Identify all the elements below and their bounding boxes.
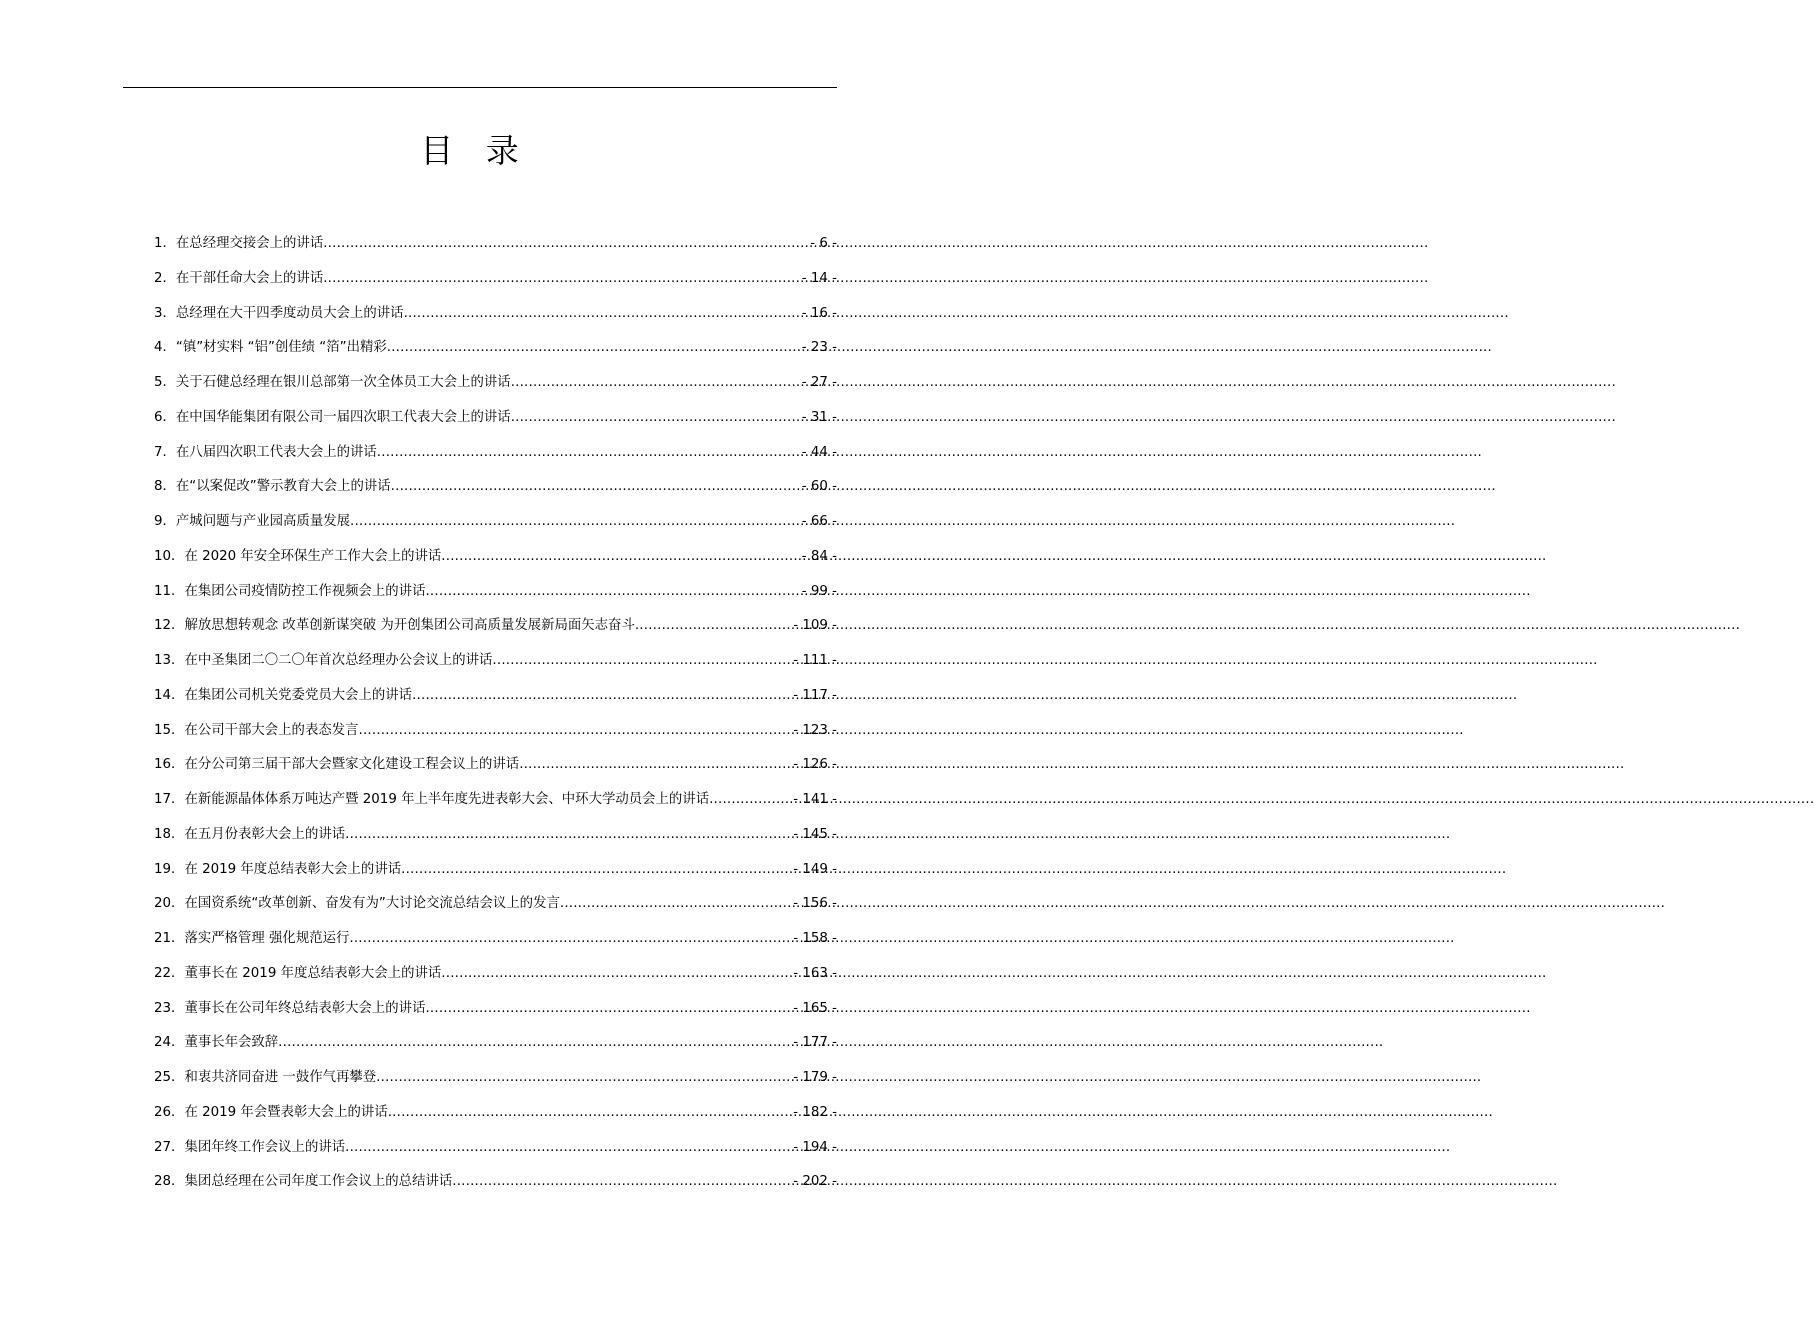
toc-entry-number: 16． <box>154 757 185 773</box>
toc-entry-title[interactable]: 在中圣集团二〇二〇年首次总经理办公会议上的讲话 <box>184 653 493 668</box>
toc-entry-page[interactable]: - 182 - <box>793 1104 837 1120</box>
toc-entry-title[interactable]: 在国资系统“改革创新、奋发有为”大讨论交流总结会议上的发言 <box>184 896 560 912</box>
toc-entry-page[interactable]: - 84 - <box>801 548 837 564</box>
toc-entry-title[interactable]: 在公司干部大会上的表态发言 <box>184 722 359 738</box>
toc-entry-number: 12． <box>154 618 185 634</box>
toc-entry[interactable] <box>154 546 837 581</box>
page-title: 目 录 <box>420 131 530 170</box>
toc-entry-title[interactable]: 在分公司第三届干部大会暨家文化建设工程会议上的讲话 <box>184 757 520 773</box>
toc-dot-leader <box>323 268 802 290</box>
toc-dot-leader <box>391 476 802 498</box>
toc-dot-leader <box>401 859 793 881</box>
toc-entry-page[interactable]: - 66 - <box>801 514 837 529</box>
toc-entry[interactable] <box>154 650 837 685</box>
toc-entry[interactable] <box>154 754 837 789</box>
toc-entry-title[interactable]: 落实严格管理 强化规范运行 <box>184 931 350 946</box>
toc-entry-page[interactable]: - 202 - <box>793 1174 837 1190</box>
toc-entry-page[interactable]: - 141 - <box>793 792 837 807</box>
table-of-contents <box>154 233 837 1206</box>
toc-entry-number: 9． <box>154 514 176 529</box>
toc-entry-number: 19． <box>154 861 185 877</box>
toc-entry-number: 1． <box>154 236 176 251</box>
toc-entry[interactable] <box>154 303 837 338</box>
toc-entry-page[interactable]: - 6 - <box>810 236 837 251</box>
toc-dot-leader <box>377 442 802 464</box>
toc-entry-title[interactable]: 董事长年会致辞 <box>184 1035 279 1051</box>
toc-entry[interactable] <box>154 407 837 442</box>
toc-entry-number: 18． <box>154 826 185 842</box>
toc-dot-leader <box>376 1067 793 1089</box>
toc-entry-title[interactable]: 在“以案促改”警示教育大会上的讲话 <box>175 479 391 495</box>
toc-entry-title[interactable]: 在八届四次职工代表大会上的讲话 <box>175 444 377 460</box>
toc-dot-leader <box>492 650 793 672</box>
toc-entry[interactable] <box>154 1171 837 1206</box>
toc-entry-title[interactable]: 在 2019 年度总结表彰大会上的讲话 <box>184 861 402 877</box>
toc-entry[interactable] <box>154 998 837 1033</box>
toc-entry-number: 25． <box>154 1070 185 1085</box>
toc-dot-leader <box>323 233 810 255</box>
toc-entry-title[interactable]: 董事长在 2019 年度总结表彰大会上的讲话 <box>184 965 442 981</box>
toc-entry-page[interactable]: - 99 - <box>801 583 837 599</box>
toc-entry-number: 13． <box>154 653 185 668</box>
toc-entry-number: 20． <box>154 896 185 912</box>
toc-entry-number: 26． <box>154 1104 185 1120</box>
toc-entry-title[interactable]: 在干部任命大会上的讲话 <box>175 270 324 286</box>
toc-entry-page[interactable]: - 163 - <box>793 965 837 981</box>
toc-entry-page[interactable]: - 194 - <box>793 1139 837 1155</box>
toc-entry-title[interactable]: “镇”材实料 “铝”创佳绩 “箔”出精彩 <box>175 340 387 356</box>
toc-entry-page[interactable]: - 27 - <box>801 375 837 390</box>
toc-entry-page[interactable]: - 179 - <box>793 1070 837 1085</box>
toc-dot-leader <box>349 928 793 950</box>
toc-dot-leader <box>345 824 793 846</box>
toc-entry[interactable] <box>154 442 837 477</box>
toc-entry-page[interactable]: - 177 - <box>793 1035 837 1051</box>
toc-entry[interactable] <box>154 789 837 824</box>
toc-entry-page[interactable]: - 16 - <box>801 305 837 321</box>
toc-entry[interactable] <box>154 337 837 372</box>
toc-entry-number: 6． <box>154 409 176 425</box>
toc-entry-number: 5． <box>154 375 176 390</box>
toc-entry-title[interactable]: 总经理在大干四季度动员大会上的讲话 <box>175 305 404 321</box>
toc-entry-number: 11． <box>154 583 185 599</box>
toc-entry[interactable] <box>154 720 837 755</box>
toc-entry-page[interactable]: - 109 - <box>793 618 837 634</box>
toc-entry-number: 17． <box>154 792 185 807</box>
toc-entry-title[interactable]: 在集团公司机关党委党员大会上的讲话 <box>184 687 413 703</box>
toc-dot-leader <box>387 337 802 359</box>
header-rule <box>123 87 837 88</box>
toc-entry-page[interactable]: - 126 - <box>793 757 837 773</box>
toc-entry-title[interactable]: 集团总经理在公司年度工作会议上的总结讲话 <box>184 1174 453 1190</box>
toc-dot-leader <box>452 1171 793 1193</box>
toc-entry[interactable] <box>154 233 837 268</box>
toc-dot-leader <box>511 372 802 394</box>
toc-dot-leader <box>709 789 793 811</box>
toc-dot-leader <box>345 1137 793 1159</box>
toc-entry-number: 22． <box>154 965 185 981</box>
toc-dot-leader <box>404 303 802 325</box>
toc-entry-page[interactable]: - 158 - <box>793 931 837 946</box>
toc-entry[interactable] <box>154 372 837 407</box>
toc-entry-number: 3． <box>154 305 176 321</box>
toc-dot-leader <box>519 754 793 776</box>
toc-entry-title[interactable]: 在总经理交接会上的讲话 <box>175 236 324 251</box>
toc-dot-leader <box>425 581 801 603</box>
toc-entry-title[interactable]: 在中国华能集团有限公司一届四次职工代表大会上的讲话 <box>175 409 511 425</box>
toc-entry-page[interactable]: - 123 - <box>793 722 837 738</box>
toc-entry-number: 4． <box>154 340 176 356</box>
toc-entry[interactable] <box>154 685 837 720</box>
toc-entry-number: 8． <box>154 479 176 495</box>
toc-entry-page[interactable]: - 165 - <box>793 1000 837 1016</box>
toc-entry[interactable] <box>154 859 837 894</box>
toc-dot-leader <box>425 998 793 1020</box>
toc-dot-leader <box>350 511 802 533</box>
toc-entry-title[interactable]: 解放思想转观念 改革创新谋突破 为开创集团公司高质量发展新局面矢志奋斗 <box>184 618 635 634</box>
toc-entry-title[interactable]: 在新能源晶体体系万吨达产暨 2019 年上半年度先进表彰大会、中环大学动员会上的讲话 <box>184 792 710 807</box>
toc-entry-title[interactable]: 产城问题与产业园高质量发展 <box>175 514 350 529</box>
toc-entry-number: 14． <box>154 687 185 703</box>
toc-entry-title[interactable]: 在 2020 年安全环保生产工作大会上的讲话 <box>184 548 442 564</box>
toc-entry-page[interactable]: - 23 - <box>801 340 837 356</box>
toc-entry-page[interactable]: - 44 - <box>801 444 837 460</box>
toc-entry-page[interactable]: - 149 - <box>793 861 837 877</box>
toc-entry[interactable] <box>154 268 837 303</box>
toc-entry[interactable] <box>154 928 837 963</box>
toc-entry-title[interactable]: 集团年终工作会议上的讲话 <box>184 1139 346 1155</box>
toc-entry[interactable] <box>154 1102 837 1137</box>
toc-entry[interactable] <box>154 581 837 616</box>
toc-entry-title[interactable]: 和衷共济同奋进 一鼓作气再攀登 <box>184 1070 377 1085</box>
toc-entry[interactable] <box>154 476 837 511</box>
toc-entry-title[interactable]: 在五月份表彰大会上的讲话 <box>184 826 346 842</box>
toc-dot-leader <box>511 407 802 429</box>
toc-entry-number: 27． <box>154 1139 185 1155</box>
toc-entry-page[interactable]: - 111 - <box>793 653 837 668</box>
toc-entry-title[interactable]: 在 2019 年会暨表彰大会上的讲话 <box>184 1104 388 1120</box>
toc-entry[interactable] <box>154 1067 837 1102</box>
toc-dot-leader <box>635 615 793 637</box>
toc-entry-page[interactable]: - 31 - <box>801 409 837 425</box>
toc-entry[interactable] <box>154 824 837 859</box>
toc-entry[interactable] <box>154 963 837 998</box>
toc-entry-number: 24． <box>154 1035 185 1051</box>
toc-dot-leader <box>388 1102 794 1124</box>
toc-entry-number: 7． <box>154 444 176 460</box>
toc-entry-title[interactable]: 关于石健总经理在银川总部第一次全体员工大会上的讲话 <box>175 375 511 390</box>
toc-entry-page[interactable]: - 145 - <box>793 826 837 842</box>
toc-dot-leader <box>441 546 802 568</box>
toc-entry-number: 23． <box>154 1000 185 1016</box>
toc-entry[interactable] <box>154 1137 837 1172</box>
toc-entry-number: 28． <box>154 1174 185 1190</box>
toc-entry-number: 15． <box>154 722 185 738</box>
toc-entry-page[interactable]: - 117 - <box>793 687 837 703</box>
toc-entry[interactable] <box>154 511 837 546</box>
toc-entry-page[interactable]: - 14 - <box>801 270 837 286</box>
toc-entry-page[interactable]: - 156 - <box>793 896 837 912</box>
toc-entry[interactable] <box>154 1032 837 1067</box>
toc-entry-number: 10． <box>154 548 185 564</box>
toc-entry-title[interactable]: 在集团公司疫情防控工作视频会上的讲话 <box>184 583 426 599</box>
toc-dot-leader <box>278 1032 793 1054</box>
toc-entry-page[interactable]: - 60 - <box>801 479 837 495</box>
toc-entry-number: 2． <box>154 270 176 286</box>
toc-entry[interactable] <box>154 615 837 650</box>
toc-entry-title[interactable]: 董事长在公司年终总结表彰大会上的讲话 <box>184 1000 426 1016</box>
toc-dot-leader <box>441 963 793 985</box>
toc-dot-leader <box>359 720 794 742</box>
toc-entry-number: 21． <box>154 931 185 946</box>
toc-dot-leader <box>560 893 793 915</box>
toc-dot-leader <box>412 685 793 707</box>
toc-entry[interactable] <box>154 893 837 928</box>
